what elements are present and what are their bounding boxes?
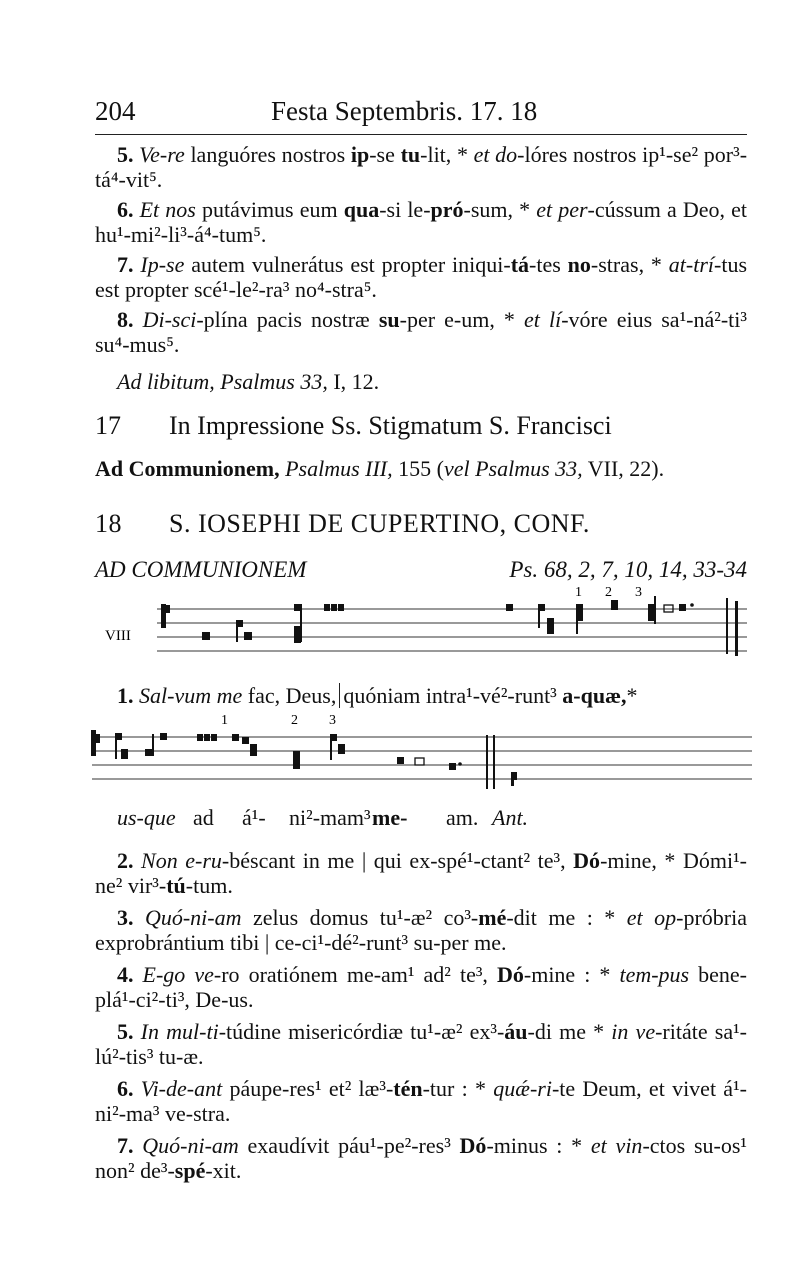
psalm-reference: Ps. 68, 2, 7, 10, 14, 33-34 [509, 557, 747, 582]
underlay-syllables: us-que ad á¹- ni²-mam³ me- am. Ant. [117, 805, 529, 830]
feast-17-communion: Ad Communionem, Psalmus III, 155 (vel Psalmus 33, VII, 22). [95, 456, 665, 481]
psalm-verse: 6. Et nos putávimus eum qua-si le-pró-sum, * et per-cússum a Deo, et hu¹-mi²-li³-á⁴-tum⁵. [95, 197, 747, 247]
communion-heading [95, 557, 747, 582]
neumes [161, 596, 738, 656]
feast-title: In Impressione Ss. Stigmatum S. Francisci [169, 411, 612, 440]
header-rule [95, 134, 747, 135]
accent-mark: 1 [221, 713, 228, 728]
feast-18-heading [95, 511, 747, 536]
psalm-verse: 8. Di-sci-plína pacis nostræ su-per e-um, * et lí-vóre eius sa¹-ná²-ti³ su⁴-mus⁵. [95, 307, 748, 357]
psalm-verses-a [95, 142, 747, 394]
accent-mark: 3 [329, 713, 336, 728]
mode-label: VIII [105, 628, 131, 644]
psalm-verses-b [95, 848, 747, 1183]
psalm-verse: 7. Ip-se autem vulnerátus est propter iniqui-tá-tes no-stras, * at-trí-tus est propter scé¹-le²-ra³ no⁴-stra⁵. [95, 252, 748, 302]
feast-title: S. IOSEPHI DE CUPERTINO, CONF. [169, 509, 590, 538]
accent-mark: 1 [575, 585, 582, 600]
chant-staff-1 [95, 580, 755, 670]
page-number: 204 [95, 96, 136, 126]
ad-libitum-note: Ad libitum, Psalmus 33, I, 12. [117, 369, 380, 394]
section-label: AD COMMUNIONEM [95, 557, 307, 582]
feast-number: 17 [95, 411, 121, 440]
psalm-verse: 3. Quó-ni-am zelus domus tu¹-æ² co³-mé-dit me : * et op-próbria exprobrántium tibi | ce-ci¹-dé²-runt³ su-per me. [95, 905, 747, 955]
accent-mark: 2 [291, 713, 298, 728]
accent-mark: 3 [635, 585, 642, 600]
chant-staff-2 [88, 706, 758, 796]
psalm-verse: 5. Ve-re languóres nostros ip-se tu-lit, * et do-lóres nostros ip¹-se² por³-tá⁴-vit⁵. [95, 142, 748, 192]
neumes [91, 730, 517, 789]
psalm-verse: 7. Quó-ni-am exaudívit páu¹-pe²-res³ Dó-minus : * et vin-ctos su-os¹ non² de³-spé-xit. [95, 1133, 747, 1183]
psalm-verse: 5. In mul-ti-túdine misericórdiæ tu¹-æ² ex³-áu-di me * in ve-ritáte sa¹-lú²-tis³ tu-æ. [95, 1019, 748, 1069]
feast-17-heading [95, 413, 747, 438]
psalm-verse: 2. Non e-ru-béscant in me | qui ex-spé¹-ctant² te³, Dó-mine, * Dómi¹-ne² vir³-tú-tum. [95, 848, 747, 898]
feast-number: 18 [95, 509, 122, 538]
running-header [95, 96, 745, 136]
accent-mark: 2 [605, 585, 612, 600]
psalm-verse: 6. Vi-de-ant páupe-res¹ et² læ³-tén-tur : * quǽ-ri-te Deum, et vivet á¹-ni²-ma³ ve-stra. [95, 1076, 747, 1126]
verse-1: 1. Sal-vum me fac, Deus, quóniam intra¹-vé²-runt³ a-quæ,* [117, 683, 638, 708]
psalm-verse: 4. E-go ve-ro oratiónem me-am¹ ad² te³, Dó-mine : * tem-pus bene-plá¹-ci²-ti³, De-us. [95, 962, 748, 1012]
running-title: Festa Septembris. 17. 18 [271, 96, 538, 126]
